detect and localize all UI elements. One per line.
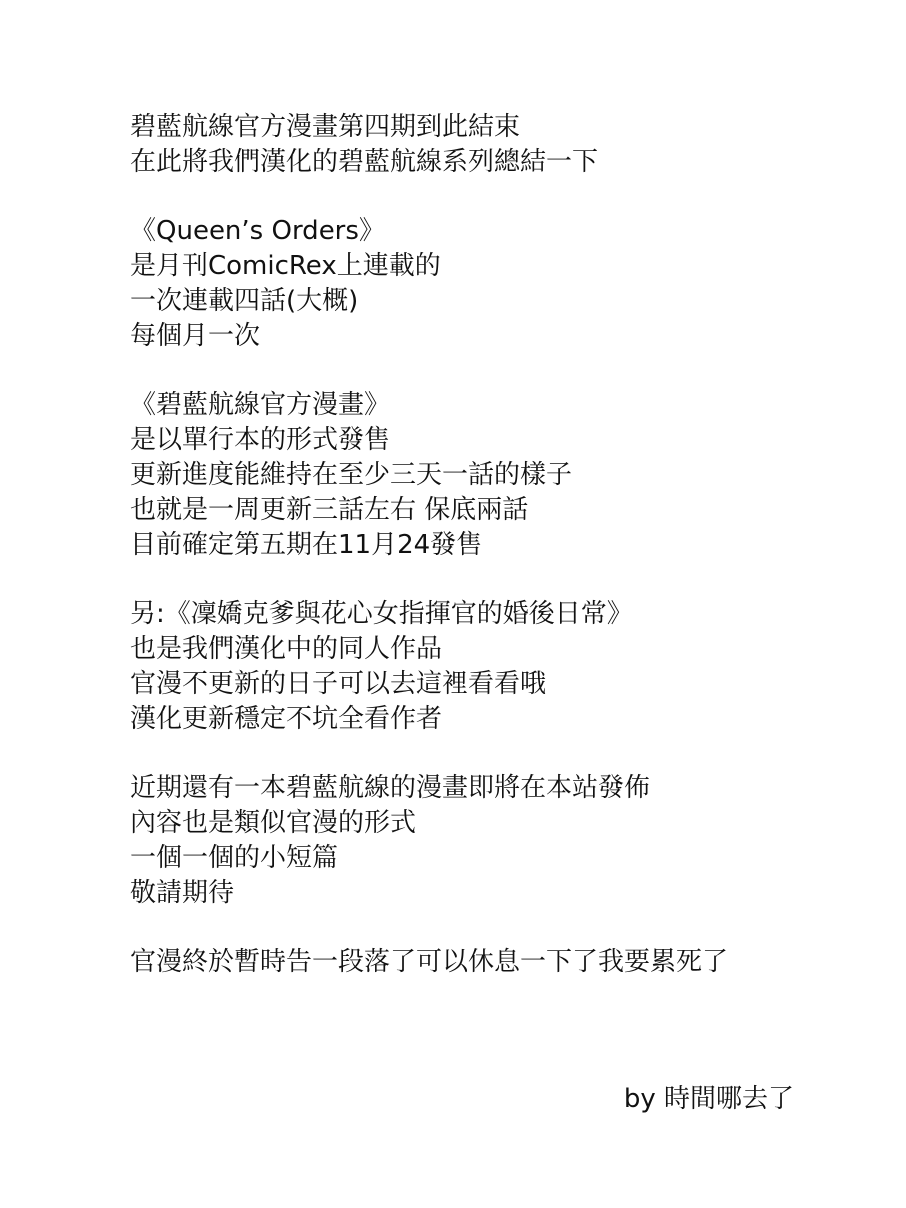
- paragraph-intro: [130, 110, 850, 180]
- text-line: 更新進度能維持在至少三天一話的樣子: [130, 460, 573, 490]
- text-line: 官漫不更新的日子可以去這裡看看哦: [130, 669, 547, 699]
- text-line: 《碧藍航線官方漫畫》: [130, 390, 391, 420]
- note-body: [130, 110, 850, 1014]
- text-line: 一次連載四話(大概): [130, 286, 359, 316]
- text-line: 目前確定第五期在11月24發售: [130, 530, 483, 560]
- text-line: 每個月一次: [130, 321, 261, 351]
- text-line: 在此將我們漢化的碧藍航線系列總結一下: [130, 147, 599, 177]
- paragraph-upcoming: [130, 771, 850, 911]
- text-line: 也是我們漢化中的同人作品: [130, 634, 443, 664]
- text-line: 漢化更新穩定不坑全看作者: [130, 704, 443, 734]
- signature: by 時間哪去了: [623, 1084, 794, 1114]
- text-line: 也就是一周更新三話左右 保底兩話: [130, 495, 529, 525]
- text-line: 《Queen’s Orders》: [130, 216, 385, 246]
- paragraph-queens-orders: [130, 214, 850, 354]
- text-line: 官漫終於暫時告一段落了可以休息一下了我要累死了: [130, 947, 729, 977]
- text-line: 敬請期待: [130, 878, 235, 908]
- text-line: 內容也是類似官漫的形式: [130, 808, 417, 838]
- text-line: 一個一個的小短篇: [130, 843, 339, 873]
- paragraph-official-manga: [130, 388, 850, 563]
- text-line: 碧藍航線官方漫畫第四期到此結束: [130, 112, 521, 142]
- text-line: 近期還有一本碧藍航線的漫畫即將在本站發佈: [130, 773, 651, 803]
- text-line: 是月刊ComicRex上連載的: [130, 251, 441, 281]
- text-line: 是以單行本的形式發售: [130, 425, 391, 455]
- paragraph-doujin: [130, 597, 850, 737]
- text-line: 另:《凜嬌克爹與花心女指揮官的婚後日常》: [130, 599, 633, 629]
- paragraph-closing: [130, 945, 850, 980]
